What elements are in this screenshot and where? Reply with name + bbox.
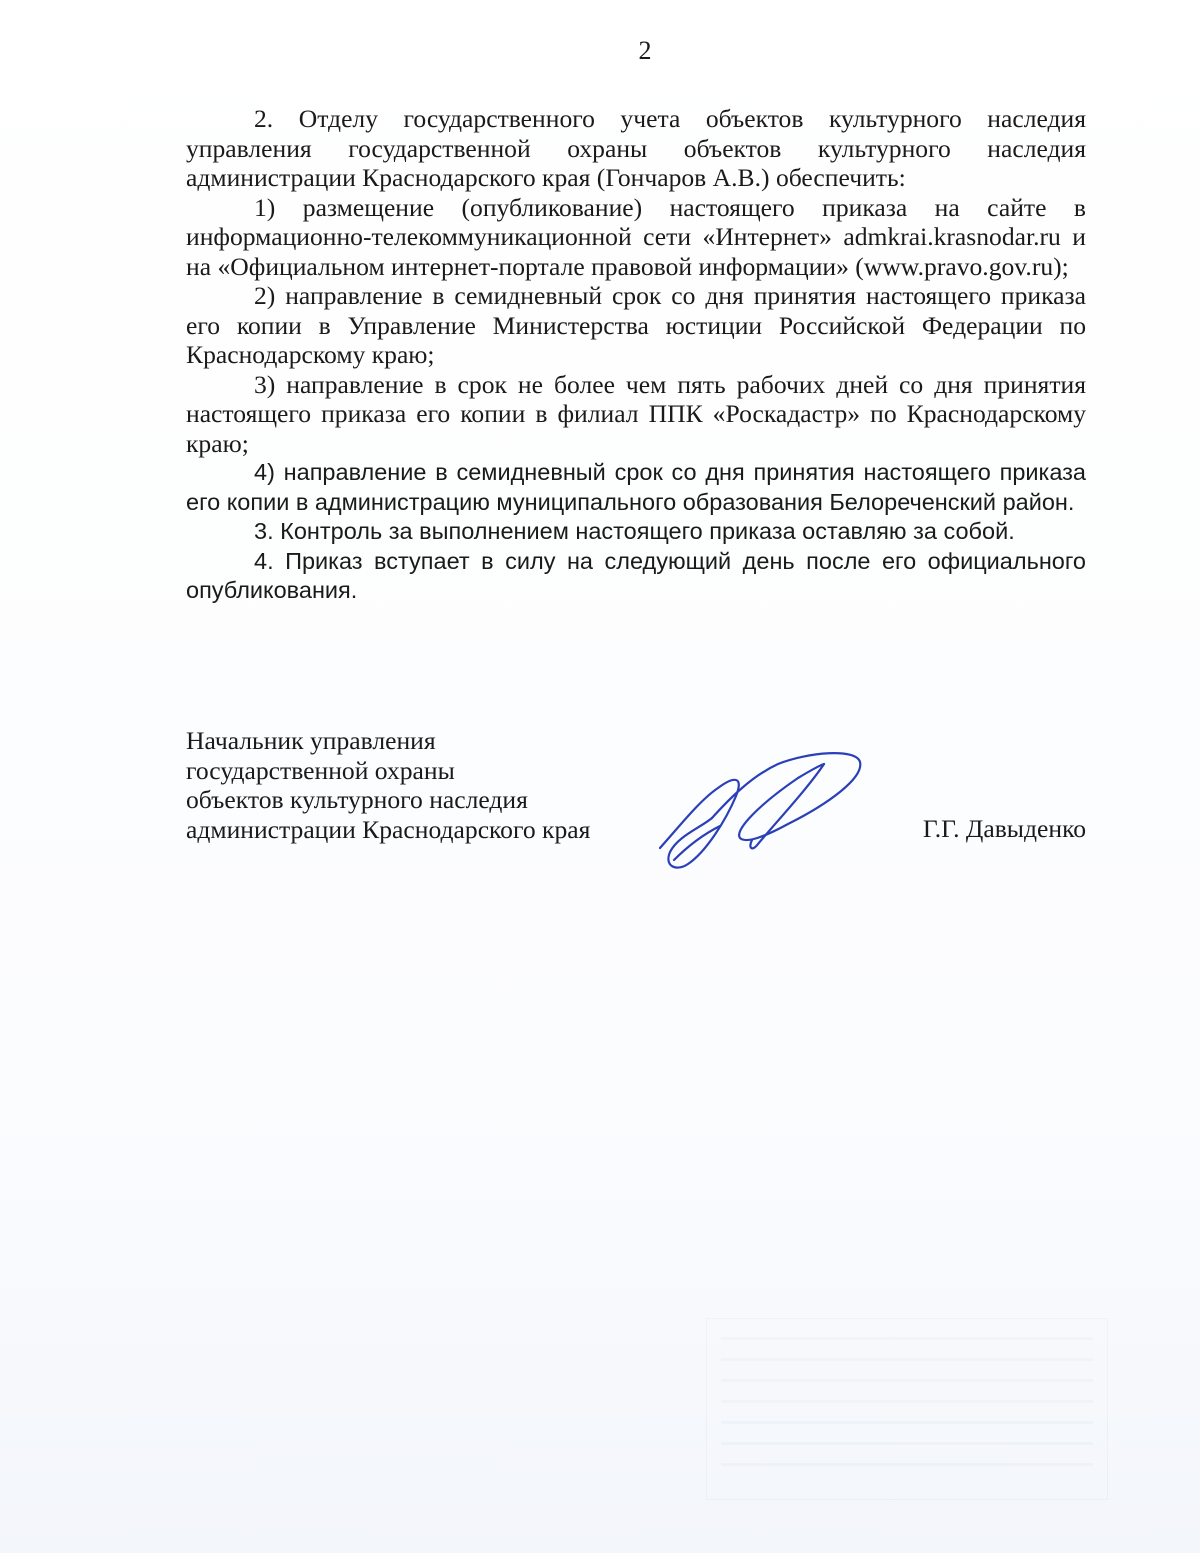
signature-stroke: [660, 780, 739, 868]
handwritten-signature: [648, 748, 878, 878]
page-number: 2: [638, 36, 652, 65]
signer-title-line: администрации Краснодарского края: [186, 814, 591, 844]
signature-stroke: [712, 753, 860, 840]
signer-title-line: Начальник управления: [186, 726, 436, 755]
signer-name: Г.Г. Давыденко: [922, 814, 1086, 843]
faint-stamp-imprint: [706, 1318, 1108, 1500]
signer-title-line: объектов культурного наследия: [186, 785, 528, 814]
paragraph-2-3: 3) направление в срок не более чем пять рабочих дней со дня принятия настоящего приказа его копии в филиал ППК «Роскадастр» по Краснодарскому краю;: [186, 369, 1086, 458]
paragraph-4: 4. Приказ вступает в силу на следующий день после его официального опубликования.: [186, 547, 1086, 603]
document-body: [186, 104, 1086, 606]
paragraph-2-4: 4) направление в семидневный срок со дня принятия настоящего приказа его копии в администрацию муниципального образования Белореченский район.: [186, 459, 1086, 515]
paragraph-3: 3. Контроль за выполнением настоящего приказа оставляю за собой.: [254, 518, 1015, 544]
signature-stroke: [674, 826, 720, 860]
signer-title-line: государственной охраны: [186, 755, 455, 785]
paragraph-2-2: 2) направление в семидневный срок со дня принятия настоящего приказа его копии в Управление Министерства юстиции Российской Федерации по Краснодарскому краю;: [186, 281, 1086, 369]
paragraph-2: 2. Отделу государственного учета объектов культурного наследия управления государственной охраны объектов культурного наследия администрации Краснодарского края (Гончаров А.В.) обеспечить:: [186, 104, 1086, 192]
paragraph-2-1: 1) размещение (опубликование) настоящего приказа на сайте в информационно-телекоммуникационной сети «Интернет» admkrai.krasnodar.ru и на «Официальном интернет-портале правовой информации» (www.pravo.gov.ru);: [186, 192, 1086, 281]
